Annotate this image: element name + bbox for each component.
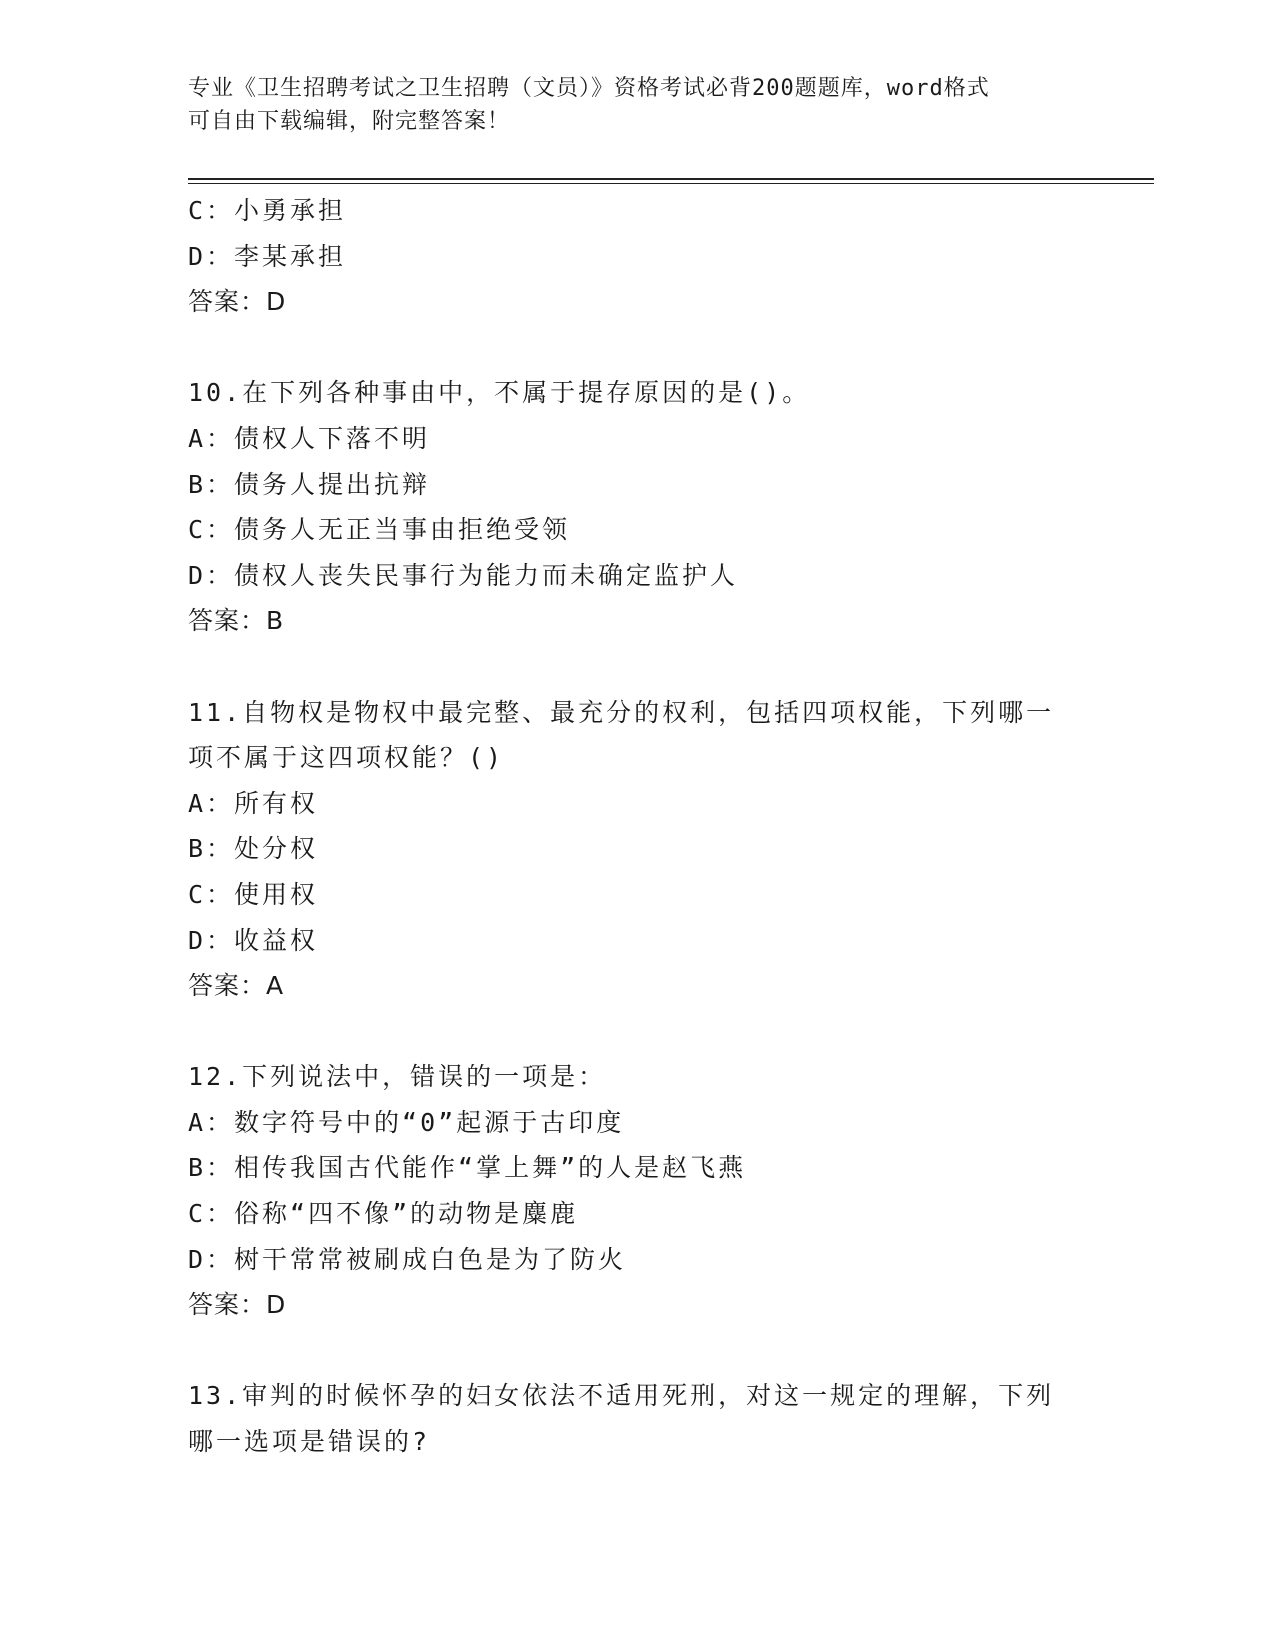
spacer (188, 1009, 1088, 1055)
question-10-stem: 10.在下列各种事由中，不属于提存原因的是()。 (188, 378, 811, 408)
header-rule-thick (188, 178, 1154, 180)
question-12-option-b: B：相传我国古代能作“掌上舞”的人是赵飞燕 (188, 1153, 747, 1183)
question-11-stem-line-2: 项不属于这四项权能？() (188, 743, 505, 773)
question-11-option-c: C：使用权 (188, 879, 319, 909)
question-10-option-d: D：债权人丧失民事行为能力而未确定监护人 (188, 560, 739, 590)
question-10-option-b: B：债务人提出抗辩 (188, 469, 431, 499)
header-rule-thin (188, 183, 1154, 184)
option-c: C：小勇承担 (188, 196, 347, 225)
question-10-option-a: A：债权人下落不明 (188, 423, 431, 453)
header-line-2: 可自由下载编辑，附完整答案！ (188, 109, 511, 134)
spacer (188, 325, 1088, 371)
header-line-1: 专业《卫生招聘考试之卫生招聘（文员）》资格考试必背200题题库，word格式 (188, 76, 990, 101)
question-11-option-d: D：收益权 (188, 925, 319, 955)
question-10-option-c: C：债务人无正当事由拒绝受领 (188, 515, 571, 545)
question-11-stem-line-1: 11.自物权是物权中最完整、最充分的权利，包括四项权能，下列哪一 (188, 697, 1055, 727)
document-header (188, 72, 1068, 138)
question-13-stem-line-1: 13.审判的时候怀孕的妇女依法不适用死刑，对这一规定的理解，下列 (188, 1381, 1055, 1411)
question-list (188, 188, 1088, 1465)
question-12-stem: 12.下列说法中，错误的一项是： (188, 1062, 607, 1092)
question-11-option-b: B：处分权 (188, 834, 319, 864)
spacer (188, 644, 1088, 690)
question-11-answer: 答案：A (188, 971, 285, 1001)
question-12-option-a: A：数字符号中的“0”起源于古印度 (188, 1107, 625, 1137)
question-13-stem-line-2: 哪一选项是错误的? (188, 1427, 431, 1457)
spacer (188, 1328, 1088, 1374)
question-10-answer: 答案：B (188, 606, 285, 636)
question-12-answer: 答案：D (188, 1290, 287, 1320)
question-11-option-a: A：所有权 (188, 788, 319, 818)
question-12-option-d: D：树干常常被刷成白色是为了防火 (188, 1244, 627, 1274)
option-d: D：李某承担 (188, 241, 347, 271)
question-12-option-c: C：俗称“四不像”的动物是麋鹿 (188, 1199, 579, 1229)
answer-line: 答案：D (188, 287, 287, 317)
